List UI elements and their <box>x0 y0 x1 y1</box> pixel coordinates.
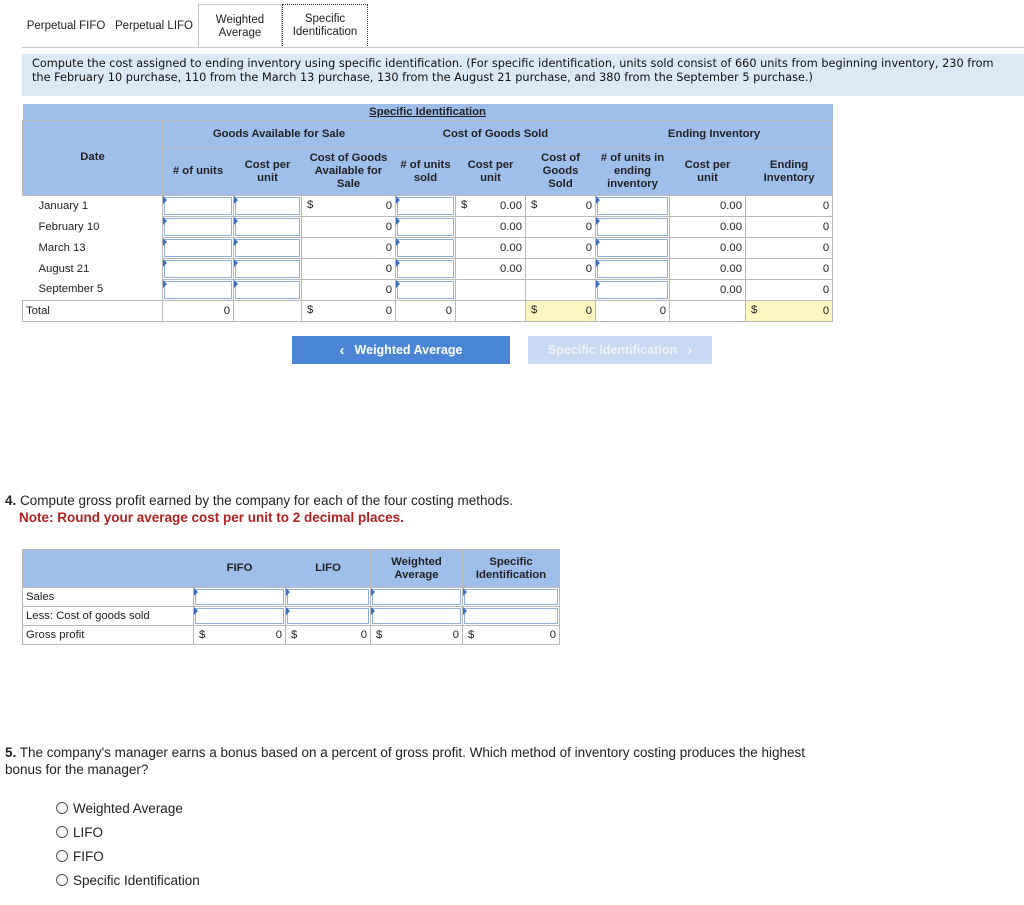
gross-profit-specific-identification: $ 0 <box>463 626 560 645</box>
empty-cell <box>670 300 746 321</box>
units-sold-input[interactable] <box>396 237 456 258</box>
table-row <box>23 279 833 300</box>
tab-perpetual-fifo[interactable]: Perpetual FIFO <box>22 4 110 48</box>
cost-per-unit-input[interactable] <box>234 195 302 216</box>
currency-symbol: $ <box>199 629 206 641</box>
empty-cell <box>526 279 596 300</box>
cogs-fifo-input[interactable] <box>194 607 286 626</box>
currency-symbol: $ <box>531 303 538 316</box>
ending-cost-value: 0 <box>746 195 833 216</box>
question-4 <box>5 492 513 526</box>
units-ending-input[interactable] <box>596 237 670 258</box>
empty-header <box>23 550 194 588</box>
ending-cpu-header: Cost per unit <box>670 148 746 195</box>
tab-bar <box>22 4 368 48</box>
table-row <box>23 237 833 258</box>
total-label: Total <box>23 300 163 321</box>
cogs-cost-value: 0 <box>526 216 596 237</box>
table-row <box>23 588 560 607</box>
chevron-right-icon: › <box>687 341 693 359</box>
ending-cpu-value: 0.00 <box>670 258 746 279</box>
ending-cpu-value: 0.00 <box>670 195 746 216</box>
cost-per-unit-input[interactable] <box>234 279 302 300</box>
next-specific-identification-button[interactable] <box>528 336 712 364</box>
sales-fifo-input[interactable] <box>194 588 286 607</box>
units-input[interactable] <box>163 216 234 237</box>
cost-per-unit-input[interactable] <box>234 216 302 237</box>
empty-cell <box>456 300 526 321</box>
option-label: Weighted Average <box>73 800 183 816</box>
table-row <box>23 607 560 626</box>
weighted-average-header: Weighted Average <box>371 550 463 588</box>
question-4-note: Note: Round your average cost per unit to 2 decimal places. <box>19 510 404 525</box>
currency-symbol: $ <box>376 629 383 641</box>
gross-profit-lifo: $ 0 <box>286 626 371 645</box>
total-row <box>23 300 833 321</box>
cogs-cost-value: 0 <box>526 237 596 258</box>
tab-perpetual-lifo[interactable]: Perpetual LIFO <box>110 4 198 48</box>
units-header: # of units <box>163 148 234 195</box>
cogs-specific-identification-input[interactable] <box>463 607 560 626</box>
cost-available-value: $ 0 <box>302 195 396 216</box>
currency-symbol: $ <box>307 303 314 316</box>
radio-group <box>56 796 200 892</box>
option-label: LIFO <box>73 824 104 840</box>
total-cost-available: $ 0 <box>302 300 396 321</box>
cost-available-value: 0 <box>302 237 396 258</box>
table-row <box>23 626 560 645</box>
sales-weighted-average-input[interactable] <box>371 588 463 607</box>
ending-cpu-value: 0.00 <box>670 279 746 300</box>
cogs-cpu-value: $ 0.00 <box>456 195 526 216</box>
row-date: March 13 <box>23 237 163 258</box>
ending-cpu-value: 0.00 <box>670 237 746 258</box>
specific-identification-header: Specific Identification <box>463 550 560 588</box>
chevron-left-icon: ‹ <box>339 341 345 359</box>
units-sold-input[interactable] <box>396 279 456 300</box>
tab-specific-identification[interactable]: Specific Identification <box>282 4 368 48</box>
option-specific-identification[interactable] <box>56 868 200 892</box>
cogs-cpu-value: 0.00 <box>456 216 526 237</box>
total-ending-inventory: $ 0 <box>746 300 833 321</box>
cost-per-unit-input[interactable] <box>234 237 302 258</box>
currency-symbol: $ <box>751 303 758 316</box>
cogs-header: Cost of Goods Sold <box>396 120 596 148</box>
sales-label: Sales <box>23 588 194 607</box>
row-date: September 5 <box>23 279 163 300</box>
total-units: 0 <box>163 300 234 321</box>
instruction-text: Compute the cost assigned to ending inventory using specific identification. (For specific identification, units sold consist of 660 units from beginning inventory, 230 from the February 10 purchase, 110 from the March 13 purchase, 130 from the August 21 purchase, and 380 from the September 5 purchase.) <box>22 54 1024 96</box>
currency-symbol: $ <box>307 198 314 211</box>
currency-symbol: $ <box>461 198 468 211</box>
currency-symbol: $ <box>468 629 475 641</box>
cogs-cost-value: 0 <box>526 258 596 279</box>
table-row <box>23 216 833 237</box>
units-sold-input[interactable] <box>396 258 456 279</box>
currency-symbol: $ <box>531 198 538 211</box>
ending-cost-value: 0 <box>746 237 833 258</box>
cost-per-unit-input[interactable] <box>234 258 302 279</box>
prev-weighted-average-button[interactable] <box>292 336 510 364</box>
empty-cell <box>456 279 526 300</box>
ending-cost-header: Ending Inventory <box>746 148 833 195</box>
ending-cost-value: 0 <box>746 258 833 279</box>
gross-profit-label: Gross profit <box>23 626 194 645</box>
units-input[interactable] <box>163 195 234 216</box>
cogs-lifo-input[interactable] <box>286 607 371 626</box>
question-5-number: 5. <box>5 745 17 760</box>
table-row <box>23 195 833 216</box>
gross-profit-fifo: $ 0 <box>194 626 286 645</box>
units-ending-header: # of units in ending inventory <box>596 148 670 195</box>
gross-profit-weighted-average: $ 0 <box>371 626 463 645</box>
currency-symbol: $ <box>291 629 298 641</box>
cogs-cpu-value: 0.00 <box>456 237 526 258</box>
cost-available-value: 0 <box>302 216 396 237</box>
question-4-text: Compute gross profit earned by the company for each of the four costing methods. <box>20 493 514 508</box>
table-row <box>23 258 833 279</box>
row-date: February 10 <box>23 216 163 237</box>
ending-cpu-value: 0.00 <box>670 216 746 237</box>
sales-lifo-input[interactable] <box>286 588 371 607</box>
option-label: Specific Identification <box>73 872 200 888</box>
radio-icon[interactable] <box>56 850 68 862</box>
ending-cost-value: 0 <box>746 216 833 237</box>
gross-profit-table <box>22 549 560 645</box>
units-sold-input[interactable] <box>396 195 456 216</box>
cogs-cpu-value: 0.00 <box>456 258 526 279</box>
next-button-label: Specific Identification <box>547 343 678 357</box>
option-weighted-average[interactable] <box>56 796 200 820</box>
option-fifo[interactable] <box>56 844 200 868</box>
cogs-cost-value: $ 0 <box>526 195 596 216</box>
cogs-cost-header: Cost of Goods Sold <box>526 148 596 195</box>
ending-inventory-header: Ending Inventory <box>596 120 833 148</box>
goods-available-header: Goods Available for Sale <box>163 120 396 148</box>
units-input[interactable] <box>163 237 234 258</box>
cost-available-value: 0 <box>302 258 396 279</box>
ending-cost-value: 0 <box>746 279 833 300</box>
total-units-ending: 0 <box>596 300 670 321</box>
table-title: Specific Identification <box>23 104 833 120</box>
question-5 <box>5 744 835 778</box>
units-ending-input[interactable] <box>596 279 670 300</box>
option-lifo[interactable] <box>56 820 200 844</box>
units-input[interactable] <box>163 279 234 300</box>
tab-divider <box>22 47 1024 48</box>
units-ending-input[interactable] <box>596 195 670 216</box>
total-units-sold: 0 <box>396 300 456 321</box>
date-header: Date <box>23 120 163 195</box>
lifo-header: LIFO <box>286 550 371 588</box>
cogs-cpu-header: Cost per unit <box>456 148 526 195</box>
total-cogs: $ 0 <box>526 300 596 321</box>
row-date: August 21 <box>23 258 163 279</box>
radio-icon[interactable] <box>56 874 68 886</box>
units-input[interactable] <box>163 258 234 279</box>
prev-button-label: Weighted Average <box>354 343 463 357</box>
fifo-header: FIFO <box>194 550 286 588</box>
radio-icon[interactable] <box>56 802 68 814</box>
sales-specific-identification-input[interactable] <box>463 588 560 607</box>
cogs-weighted-average-input[interactable] <box>371 607 463 626</box>
units-ending-input[interactable] <box>596 258 670 279</box>
question-4-number: 4. <box>5 493 17 508</box>
cogs-label: Less: Cost of goods sold <box>23 607 194 626</box>
tab-weighted-average[interactable]: Weighted Average <box>198 4 282 48</box>
option-label: FIFO <box>73 848 104 864</box>
row-date: January 1 <box>23 195 163 216</box>
cost-available-value: 0 <box>302 279 396 300</box>
cost-available-header: Cost of Goods Available for Sale <box>302 148 396 195</box>
specific-identification-table <box>22 104 833 322</box>
units-ending-input[interactable] <box>596 216 670 237</box>
empty-cell <box>234 300 302 321</box>
radio-icon[interactable] <box>56 826 68 838</box>
units-sold-input[interactable] <box>396 216 456 237</box>
cost-per-unit-header: Cost per unit <box>234 148 302 195</box>
question-5-text: The company's manager earns a bonus based on a percent of gross profit. Which method of inventory costing produces the highest bonus for the manager? <box>5 745 806 777</box>
units-sold-header: # of units sold <box>396 148 456 195</box>
